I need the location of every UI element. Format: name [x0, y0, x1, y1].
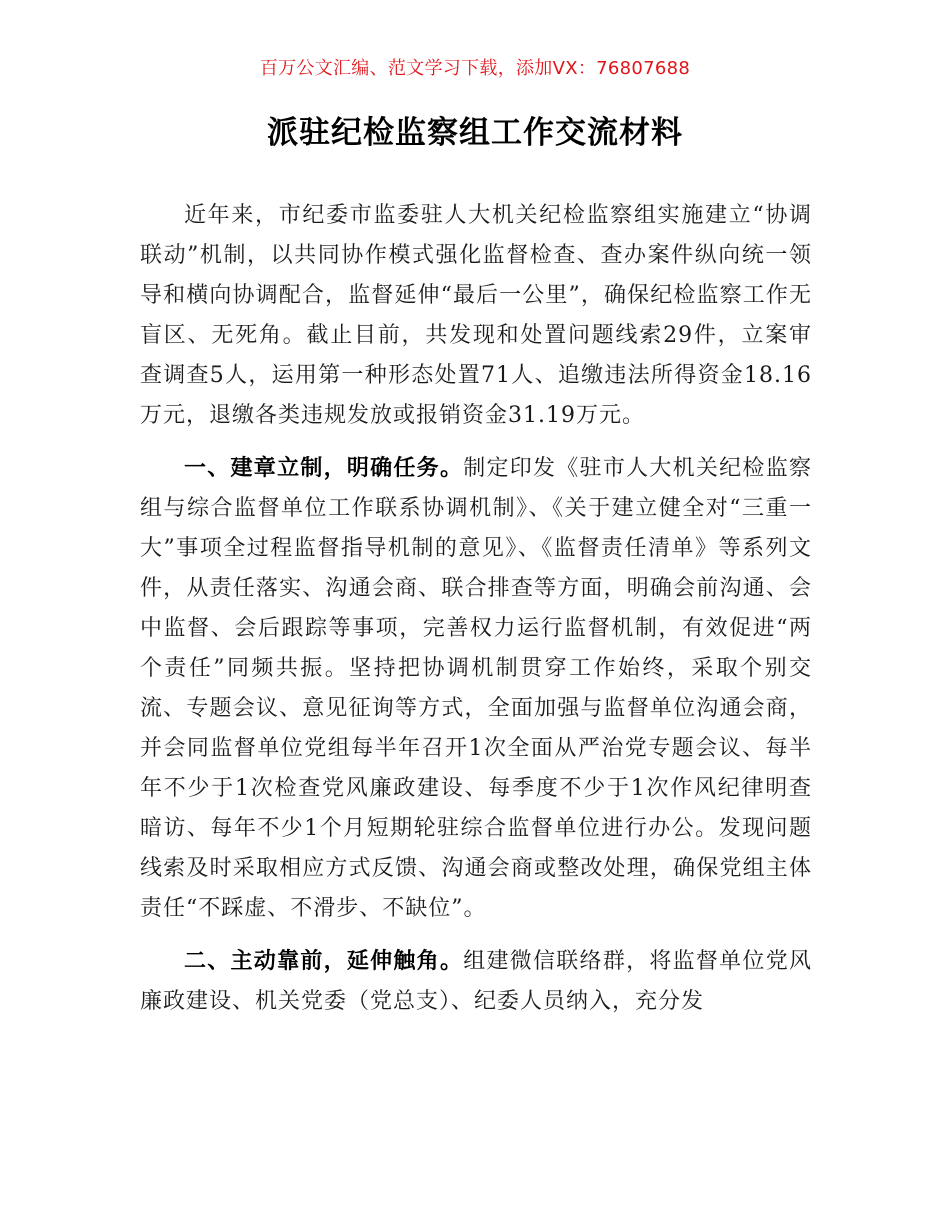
- watermark-text: 百万公文汇编、范文学习下载，添加VX：76807688: [259, 58, 691, 79]
- section-one-heading: 一、建章立制，明确任务。: [184, 455, 464, 481]
- section-two-heading: 二、主动靠前，延伸触角。: [184, 948, 464, 974]
- paragraph-text: 制定印发《驻市人大机关纪检监察组与综合监督单位工作联系协调机制》、《关于建立健全对“三重一大”事项全过程监督指导机制的意见》、《监督责任清单》等系列文件，从责任落实、沟通会商、联合排查等方面，明确会前沟通、会中监督、会后跟踪等事项，完善权力运行监督机制，有效促进“两个责任”同频共振。坚持把协调机制贯穿工作始终，采取个别交流、专题会议、意见征询等方式，全面加强与监督单位沟通会商，并会同监督单位党组每半年召开1次全面从严治党专题会议、每半年不少于1次检查党风廉政建设、每季度不少于1次作风纪律明查暗访、每年不少1个月短期轮驻综合监督单位进行办公。发现问题线索及时采取相应方式反馈、沟通会商或整改处理，确保党组主体责任“不踩虚、不滑步、不缺位”。: [140, 456, 812, 921]
- paragraph-text: 近年来，市纪委市监委驻人大机关纪检监察组实施建立“协调联动”机制，以共同协作模式强化监督检查、查办案件纵向统一领导和横向协调配合，监督延伸“最后一公里”，确保纪检监察工作无盲区、无死角。截止目前，共发现和处置问题线索29件，立案审查调查5人，运用第一种形态处置71人、追缴违法所得资金18.16万元，退缴各类违规发放或报销资金31.19万元。: [140, 203, 812, 428]
- document-title: 派驻纪检监察组工作交流材料: [267, 115, 683, 151]
- intro-paragraph: [140, 196, 812, 436]
- document-body: [140, 196, 812, 1034]
- paragraph-text: 组建微信联络群，将监督单位党风廉政建设、机关党委（党总支）、纪委人员纳入，充分发: [140, 949, 812, 1014]
- section-one-paragraph: [140, 448, 812, 929]
- section-two-paragraph: [140, 941, 812, 1022]
